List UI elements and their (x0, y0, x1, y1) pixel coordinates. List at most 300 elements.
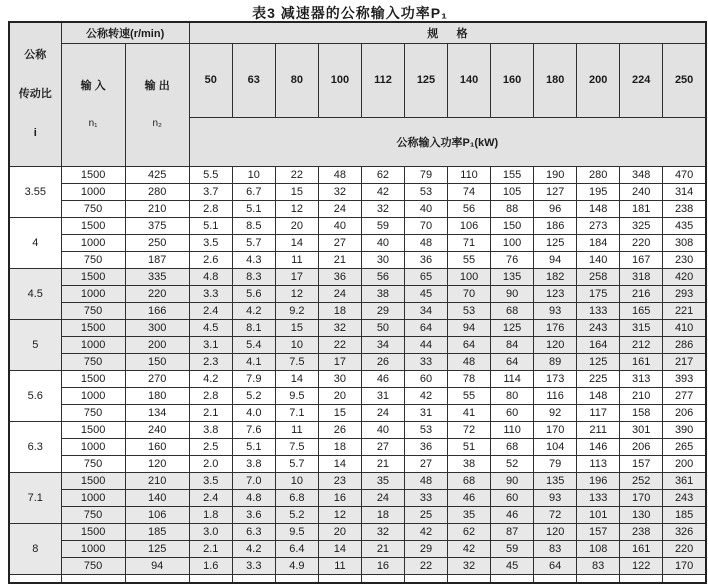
power-value-cell: 16 (361, 558, 404, 575)
power-value-cell: 4.8 (232, 490, 275, 507)
power-value-cell: 7.5 (275, 354, 318, 371)
power-value-cell: 225 (577, 371, 620, 388)
power-value-cell: 84 (491, 337, 534, 354)
power-value-cell: 4.5 (189, 320, 232, 337)
input-speed-cell: 1000 (61, 286, 125, 303)
table-row (9, 558, 706, 575)
power-value-cell: 56 (361, 269, 404, 286)
power-value-cell: 106 (448, 218, 491, 235)
power-value-cell: 30 (361, 252, 404, 269)
empty-cell (404, 575, 447, 583)
power-value-cell: 4.2 (232, 541, 275, 558)
power-value-cell: 64 (534, 558, 577, 575)
power-value-cell: 60 (404, 371, 447, 388)
header-size-100: 100 (318, 43, 361, 117)
ratio-cell: 8 (9, 524, 61, 575)
power-value-cell: 3.6 (232, 507, 275, 524)
power-value-cell: 3.5 (189, 235, 232, 252)
power-value-cell: 2.4 (189, 490, 232, 507)
power-value-cell: 161 (620, 354, 663, 371)
power-value-cell: 133 (577, 303, 620, 320)
empty-cell (448, 575, 491, 583)
table-row (9, 235, 706, 252)
input-speed-cell: 1500 (61, 218, 125, 235)
power-value-cell: 24 (361, 405, 404, 422)
power-value-cell: 410 (663, 320, 706, 337)
output-speed-cell: 125 (125, 541, 189, 558)
power-value-cell: 140 (577, 252, 620, 269)
output-speed-cell: 180 (125, 388, 189, 405)
power-value-cell: 26 (318, 422, 361, 439)
power-value-cell: 101 (577, 507, 620, 524)
table-row (9, 439, 706, 456)
output-speed-cell: 240 (125, 422, 189, 439)
input-speed-cell: 1000 (61, 337, 125, 354)
table-row (9, 507, 706, 524)
power-value-cell: 79 (404, 167, 447, 184)
output-speed-cell: 134 (125, 405, 189, 422)
power-value-cell: 170 (534, 422, 577, 439)
power-value-cell: 221 (663, 303, 706, 320)
power-value-cell: 87 (491, 524, 534, 541)
power-value-cell: 68 (491, 439, 534, 456)
header-ratio-line2: 传动比 (18, 88, 52, 100)
power-value-cell: 46 (448, 490, 491, 507)
power-value-cell: 2.4 (189, 303, 232, 320)
power-value-cell: 22 (275, 167, 318, 184)
power-value-cell: 104 (534, 439, 577, 456)
header-size-50: 50 (189, 43, 232, 117)
power-value-cell: 10 (275, 473, 318, 490)
input-speed-cell: 1000 (61, 388, 125, 405)
power-value-cell: 68 (448, 473, 491, 490)
empty-cell (663, 575, 706, 583)
power-value-cell: 62 (361, 167, 404, 184)
input-speed-cell: 750 (61, 456, 125, 473)
power-value-cell: 210 (620, 388, 663, 405)
power-value-cell: 42 (404, 524, 447, 541)
power-value-cell: 44 (404, 337, 447, 354)
table-row (9, 490, 706, 507)
power-value-cell: 10 (275, 337, 318, 354)
table-row (9, 320, 706, 337)
power-value-cell: 318 (620, 269, 663, 286)
power-value-cell: 186 (534, 218, 577, 235)
power-value-cell: 175 (577, 286, 620, 303)
power-value-cell: 8.3 (232, 269, 275, 286)
power-value-cell: 3.7 (189, 184, 232, 201)
power-value-cell: 348 (620, 167, 663, 184)
header-input-label: 输 入 (80, 79, 106, 92)
power-value-cell: 33 (404, 490, 447, 507)
power-value-cell: 22 (318, 337, 361, 354)
power-value-cell: 2.5 (189, 439, 232, 456)
power-value-cell: 32 (318, 184, 361, 201)
input-speed-cell: 750 (61, 405, 125, 422)
power-value-cell: 326 (663, 524, 706, 541)
power-value-cell: 76 (491, 252, 534, 269)
power-value-cell: 258 (577, 269, 620, 286)
power-value-cell: 195 (577, 184, 620, 201)
power-value-cell: 206 (663, 405, 706, 422)
power-value-cell: 53 (448, 303, 491, 320)
input-speed-cell: 750 (61, 507, 125, 524)
power-value-cell: 65 (404, 269, 447, 286)
power-value-cell: 12 (318, 507, 361, 524)
power-value-cell: 120 (534, 524, 577, 541)
power-value-cell: 24 (361, 490, 404, 507)
input-speed-cell: 1500 (61, 320, 125, 337)
header-ratio-line3: i (33, 127, 37, 139)
power-value-cell: 27 (318, 235, 361, 252)
output-speed-cell: 185 (125, 524, 189, 541)
output-speed-cell: 220 (125, 286, 189, 303)
power-value-cell: 15 (318, 405, 361, 422)
power-value-cell: 9.5 (275, 524, 318, 541)
power-value-cell: 393 (663, 371, 706, 388)
empty-cell (577, 575, 620, 583)
output-speed-cell: 280 (125, 184, 189, 201)
power-value-cell: 12 (275, 201, 318, 218)
power-value-cell: 120 (534, 337, 577, 354)
table-row (9, 201, 706, 218)
power-value-cell: 108 (577, 541, 620, 558)
power-value-cell: 94 (448, 320, 491, 337)
output-speed-cell: 120 (125, 456, 189, 473)
power-value-cell: 130 (620, 507, 663, 524)
power-value-cell: 26 (361, 354, 404, 371)
power-value-cell: 2.0 (189, 456, 232, 473)
power-value-cell: 18 (318, 439, 361, 456)
header-size-224: 224 (620, 43, 663, 117)
power-value-cell: 252 (620, 473, 663, 490)
power-value-cell: 170 (663, 558, 706, 575)
power-value-cell: 313 (620, 371, 663, 388)
power-value-cell: 200 (663, 456, 706, 473)
power-value-cell: 277 (663, 388, 706, 405)
power-value-cell: 123 (534, 286, 577, 303)
output-speed-cell: 200 (125, 337, 189, 354)
power-value-cell: 273 (577, 218, 620, 235)
power-value-cell: 31 (361, 388, 404, 405)
power-value-cell: 42 (448, 541, 491, 558)
header-spec: 规 格 (189, 22, 706, 43)
input-speed-cell: 1500 (61, 524, 125, 541)
power-value-cell: 25 (404, 507, 447, 524)
power-value-cell: 72 (448, 422, 491, 439)
power-value-cell: 32 (318, 320, 361, 337)
table-row-partial (9, 575, 706, 583)
power-value-cell: 117 (577, 405, 620, 422)
power-value-cell: 70 (404, 218, 447, 235)
power-value-cell: 55 (448, 388, 491, 405)
power-value-cell: 4.1 (232, 354, 275, 371)
power-value-cell: 34 (404, 303, 447, 320)
power-value-cell: 2.8 (189, 201, 232, 218)
power-value-cell: 146 (577, 439, 620, 456)
power-value-cell: 6.3 (232, 524, 275, 541)
table-row (9, 167, 706, 184)
power-value-cell: 155 (491, 167, 534, 184)
power-value-cell: 7.0 (232, 473, 275, 490)
power-value-cell: 32 (361, 524, 404, 541)
power-value-cell: 6.8 (275, 490, 318, 507)
input-speed-cell: 1500 (61, 422, 125, 439)
power-value-cell: 7.1 (275, 405, 318, 422)
power-value-cell: 27 (404, 456, 447, 473)
power-value-cell: 301 (620, 422, 663, 439)
power-value-cell: 2.8 (189, 388, 232, 405)
power-value-cell: 53 (404, 422, 447, 439)
power-value-cell: 48 (404, 473, 447, 490)
power-value-cell: 18 (361, 507, 404, 524)
power-value-cell: 29 (404, 541, 447, 558)
power-value-cell: 293 (663, 286, 706, 303)
power-value-cell: 390 (663, 422, 706, 439)
power-value-cell: 286 (663, 337, 706, 354)
power-value-cell: 20 (318, 524, 361, 541)
table-row (9, 269, 706, 286)
output-speed-cell: 150 (125, 354, 189, 371)
power-value-cell: 93 (534, 303, 577, 320)
power-value-cell: 51 (448, 439, 491, 456)
table-row (9, 456, 706, 473)
power-value-cell: 165 (620, 303, 663, 320)
power-value-cell: 5.6 (232, 286, 275, 303)
output-speed-cell: 106 (125, 507, 189, 524)
power-value-cell: 64 (491, 354, 534, 371)
power-value-cell: 21 (318, 252, 361, 269)
power-value-cell: 2.6 (189, 252, 232, 269)
header-size-250: 250 (663, 43, 706, 117)
power-value-cell: 72 (534, 507, 577, 524)
power-value-cell: 6.7 (232, 184, 275, 201)
input-speed-cell: 1500 (61, 167, 125, 184)
empty-cell (189, 575, 232, 583)
power-value-cell: 33 (404, 354, 447, 371)
power-value-cell: 5.7 (232, 235, 275, 252)
power-value-cell: 170 (620, 490, 663, 507)
table-row (9, 388, 706, 405)
power-value-cell: 127 (534, 184, 577, 201)
power-value-cell: 11 (275, 422, 318, 439)
power-value-cell: 114 (491, 371, 534, 388)
power-value-cell: 16 (318, 490, 361, 507)
power-value-cell: 11 (275, 252, 318, 269)
power-value-cell: 46 (361, 371, 404, 388)
power-value-cell: 11 (318, 558, 361, 575)
power-value-cell: 157 (577, 524, 620, 541)
power-value-cell: 308 (663, 235, 706, 252)
empty-cell (491, 575, 534, 583)
output-speed-cell: 250 (125, 235, 189, 252)
power-value-cell: 5.2 (232, 388, 275, 405)
power-value-cell: 10 (232, 167, 275, 184)
power-value-cell: 89 (534, 354, 577, 371)
power-value-cell: 9.5 (275, 388, 318, 405)
power-value-cell: 53 (404, 184, 447, 201)
power-value-cell: 20 (275, 218, 318, 235)
header-size-125: 125 (404, 43, 447, 117)
power-value-cell: 40 (404, 201, 447, 218)
power-value-cell: 265 (663, 439, 706, 456)
power-value-cell: 35 (361, 473, 404, 490)
input-speed-cell: 1000 (61, 490, 125, 507)
power-value-cell: 211 (577, 422, 620, 439)
power-value-cell: 216 (620, 286, 663, 303)
empty-cell (61, 575, 125, 583)
power-value-cell: 182 (534, 269, 577, 286)
power-value-cell: 20 (318, 388, 361, 405)
power-value-cell: 3.3 (189, 286, 232, 303)
empty-cell (232, 575, 275, 583)
table-row (9, 473, 706, 490)
power-value-cell: 62 (448, 524, 491, 541)
power-value-cell: 7.9 (232, 371, 275, 388)
power-value-cell: 50 (361, 320, 404, 337)
power-value-cell: 90 (491, 473, 534, 490)
output-speed-cell: 210 (125, 201, 189, 218)
ratio-cell: 4 (9, 218, 61, 269)
power-value-cell: 36 (404, 252, 447, 269)
power-value-cell: 92 (534, 405, 577, 422)
power-value-cell: 158 (620, 405, 663, 422)
header-row-2 (9, 43, 706, 117)
power-value-cell: 181 (620, 201, 663, 218)
power-value-cell: 220 (663, 541, 706, 558)
power-value-cell: 24 (318, 201, 361, 218)
power-value-cell: 3.3 (232, 558, 275, 575)
power-value-cell: 18 (318, 303, 361, 320)
power-value-cell: 314 (663, 184, 706, 201)
power-value-cell: 45 (404, 286, 447, 303)
power-value-cell: 41 (448, 405, 491, 422)
table-row (9, 218, 706, 235)
power-value-cell: 110 (448, 167, 491, 184)
power-value-cell: 150 (491, 218, 534, 235)
power-value-cell: 230 (663, 252, 706, 269)
power-value-cell: 45 (491, 558, 534, 575)
power-value-cell: 212 (620, 337, 663, 354)
header-ratio (9, 22, 61, 167)
power-value-cell: 157 (620, 456, 663, 473)
power-value-cell: 17 (275, 269, 318, 286)
power-value-cell: 38 (448, 456, 491, 473)
power-value-cell: 55 (448, 252, 491, 269)
header-input (61, 43, 125, 167)
header-ratio-line1: 公称 (24, 49, 47, 61)
power-value-cell: 105 (491, 184, 534, 201)
power-value-cell: 5.2 (275, 507, 318, 524)
header-size-180: 180 (534, 43, 577, 117)
power-value-cell: 3.8 (232, 456, 275, 473)
power-value-cell: 3.8 (189, 422, 232, 439)
power-value-cell: 40 (361, 235, 404, 252)
power-value-cell: 148 (577, 201, 620, 218)
power-value-cell: 34 (361, 337, 404, 354)
power-value-cell: 71 (448, 235, 491, 252)
power-value-cell: 22 (404, 558, 447, 575)
power-value-cell: 74 (448, 184, 491, 201)
power-value-cell: 78 (448, 371, 491, 388)
power-value-cell: 8.1 (232, 320, 275, 337)
power-value-cell: 113 (577, 456, 620, 473)
output-speed-cell: 375 (125, 218, 189, 235)
table-row (9, 252, 706, 269)
output-speed-cell: 94 (125, 558, 189, 575)
power-value-cell: 21 (361, 541, 404, 558)
table-row (9, 524, 706, 541)
power-value-cell: 12 (275, 286, 318, 303)
power-value-cell: 48 (404, 235, 447, 252)
power-value-cell: 9.2 (275, 303, 318, 320)
power-value-cell: 161 (620, 541, 663, 558)
table-row (9, 184, 706, 201)
power-value-cell: 100 (491, 235, 534, 252)
power-value-cell: 14 (318, 456, 361, 473)
table-row (9, 337, 706, 354)
ratio-cell: 7.1 (9, 473, 61, 524)
power-value-cell: 32 (361, 201, 404, 218)
power-value-cell: 64 (404, 320, 447, 337)
power-value-cell: 6.4 (275, 541, 318, 558)
power-value-cell: 240 (620, 184, 663, 201)
power-value-cell: 100 (448, 269, 491, 286)
power-value-cell: 238 (663, 201, 706, 218)
power-value-cell: 80 (491, 388, 534, 405)
empty-cell (275, 575, 318, 583)
power-value-cell: 52 (491, 456, 534, 473)
output-speed-cell: 270 (125, 371, 189, 388)
power-value-cell: 148 (577, 388, 620, 405)
power-value-cell: 30 (318, 371, 361, 388)
power-value-cell: 68 (491, 303, 534, 320)
table-row (9, 303, 706, 320)
output-speed-cell: 140 (125, 490, 189, 507)
power-value-cell: 23 (318, 473, 361, 490)
power-value-cell: 217 (663, 354, 706, 371)
power-value-cell: 5.1 (232, 439, 275, 456)
table-body (9, 167, 706, 583)
header-size-63: 63 (232, 43, 275, 117)
power-value-cell: 4.0 (232, 405, 275, 422)
power-value-cell: 42 (361, 184, 404, 201)
power-value-cell: 167 (620, 252, 663, 269)
power-value-cell: 79 (534, 456, 577, 473)
input-speed-cell: 1000 (61, 541, 125, 558)
power-value-cell: 243 (577, 320, 620, 337)
power-value-cell: 1.6 (189, 558, 232, 575)
power-value-cell: 40 (361, 422, 404, 439)
table-row (9, 354, 706, 371)
power-value-cell: 14 (275, 235, 318, 252)
power-value-cell: 4.3 (232, 252, 275, 269)
header-speed: 公称转速(r/min) (61, 22, 189, 43)
page-title: 表3 减速器的公称输入功率P₁ (252, 5, 448, 21)
power-value-cell: 420 (663, 269, 706, 286)
header-input-symbol: n₁ (88, 117, 98, 129)
power-value-cell: 122 (620, 558, 663, 575)
power-value-cell: 94 (534, 252, 577, 269)
power-value-cell: 60 (491, 490, 534, 507)
empty-cell (9, 575, 61, 583)
power-value-cell: 15 (275, 184, 318, 201)
power-value-cell: 31 (404, 405, 447, 422)
table-row (9, 541, 706, 558)
table-header (9, 22, 706, 167)
power-value-cell: 125 (491, 320, 534, 337)
output-speed-cell: 300 (125, 320, 189, 337)
